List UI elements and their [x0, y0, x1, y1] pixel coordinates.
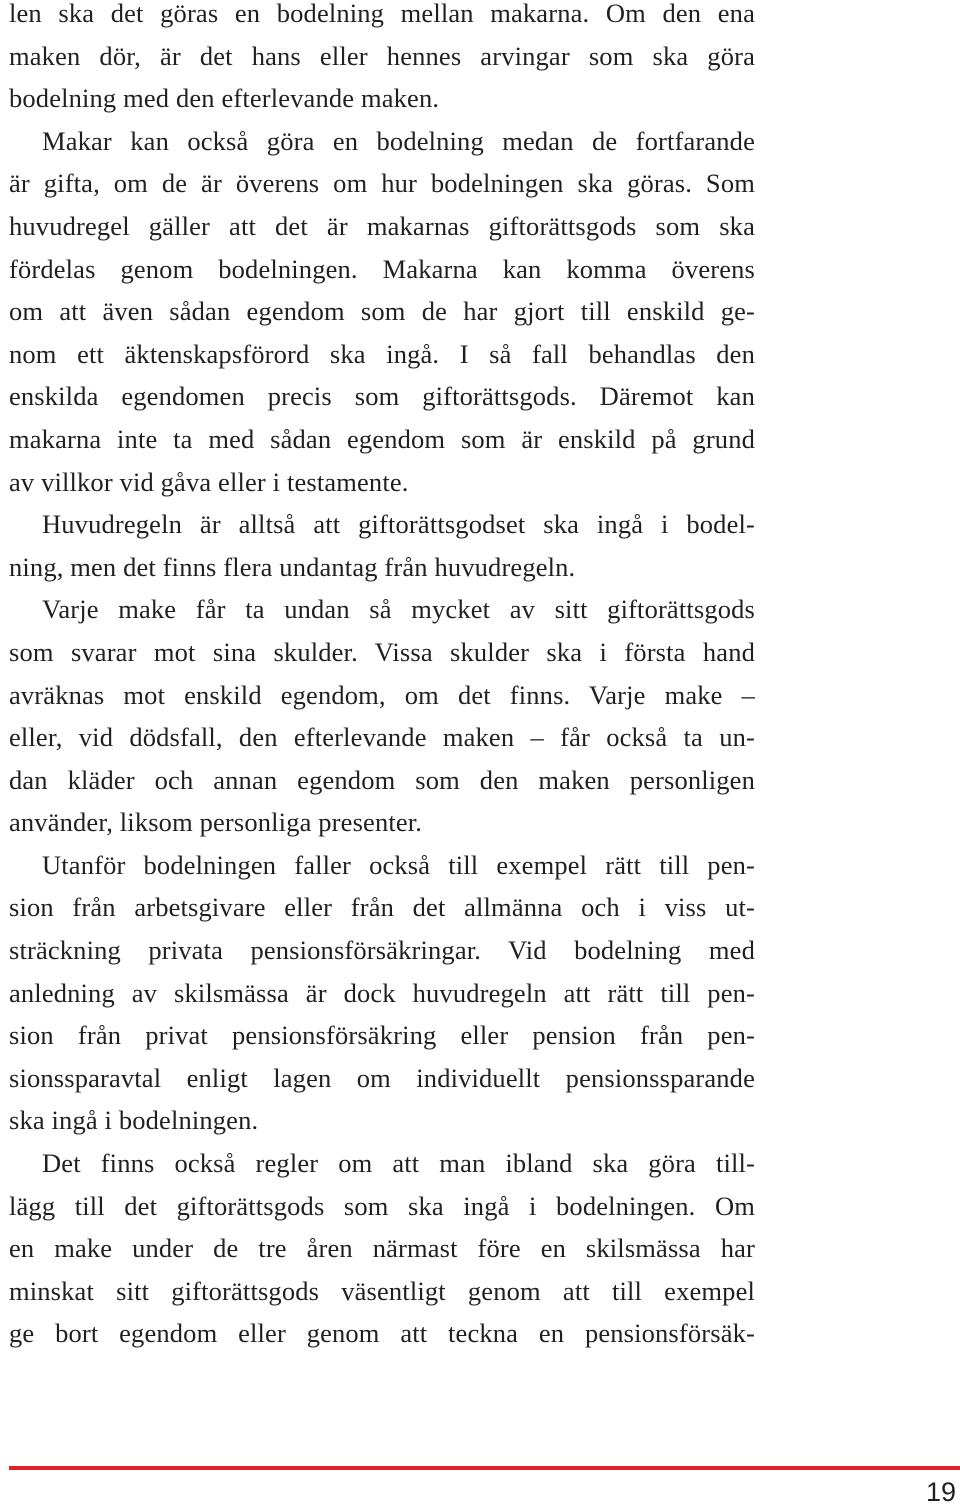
text-line: sion från privat pensionsförsäkring eller pension från pen-: [9, 1020, 755, 1051]
text-line: Utanför bodelningen faller också till exempel rätt till pen-: [42, 849, 755, 880]
text-line: Makar kan också göra en bodelning medan de fortfarande: [42, 125, 755, 156]
text-line: sionssparavtal enligt lagen om individuellt pensionssparande: [9, 1062, 755, 1093]
text-line: som svarar mot sina skulder. Vissa skulder ska i första hand: [9, 636, 755, 667]
text-line: fördelas genom bodelningen. Makarna kan komma överens: [9, 253, 755, 284]
text-line: en make under de tre åren närmast före en skilsmässa har: [9, 1233, 755, 1264]
text-line: maken dör, är det hans eller hennes arvingar som ska göra: [9, 40, 755, 71]
text-line: anledning av skilsmässa är dock huvudregeln att rätt till pen-: [9, 977, 755, 1008]
text-line: ska ingå i bodelningen.: [9, 1105, 259, 1136]
text-line: minskat sitt giftorättsgods väsentligt genom att till exempel: [9, 1275, 755, 1306]
text-line: len ska det göras en bodelning mellan makarna. Om den ena: [9, 0, 755, 28]
text-line: är gifta, om de är överens om hur bodelningen ska göras. Som: [9, 168, 755, 199]
text-line: enskilda egendomen precis som giftorättsgods. Däremot kan: [9, 381, 755, 412]
text-line: avräknas mot enskild egendom, om det finns. Varje make –: [9, 679, 755, 710]
text-line: huvudregel gäller att det är makarnas giftorättsgods som ska: [9, 210, 755, 241]
text-line: Varje make får ta undan så mycket av sitt giftorättsgods: [42, 594, 755, 625]
text-line: Det finns också regler om att man ibland ska göra till-: [42, 1148, 755, 1179]
text-line: sträckning privata pensionsförsäkringar. Vid bodelning med: [9, 935, 755, 966]
footer-rule: [9, 1466, 960, 1470]
text-line: eller, vid dödsfall, den efterlevande maken – får också ta un-: [9, 722, 755, 753]
text-line: nom ett äktenskapsförord ska ingå. I så fall behandlas den: [9, 338, 755, 369]
text-line: lägg till det giftorättsgods som ska ingå i bodelningen. Om: [9, 1190, 755, 1221]
text-line: av villkor vid gåva eller i testamente.: [9, 466, 409, 497]
page-number: 19: [925, 1477, 956, 1507]
text-line: makarna inte ta med sådan egendom som är enskild på grund: [9, 423, 755, 454]
text-line: ning, men det finns flera undantag från huvudregeln.: [9, 551, 576, 582]
text-line: ge bort egendom eller genom att teckna en pensionsförsäk-: [9, 1318, 755, 1349]
text-line: sion från arbetsgivare eller från det allmänna och i viss ut-: [9, 892, 755, 923]
text-line: använder, liksom personliga presenter.: [9, 807, 423, 838]
text-line: om att även sådan egendom som de har gjort till enskild ge-: [9, 296, 755, 327]
body-text: [9, 0, 755, 1355]
text-line: Huvudregeln är alltså att giftorättsgodset ska ingå i bodel-: [42, 509, 755, 540]
text-line: bodelning med den efterlevande maken.: [9, 83, 440, 114]
text-line: dan kläder och annan egendom som den maken personligen: [9, 764, 755, 795]
